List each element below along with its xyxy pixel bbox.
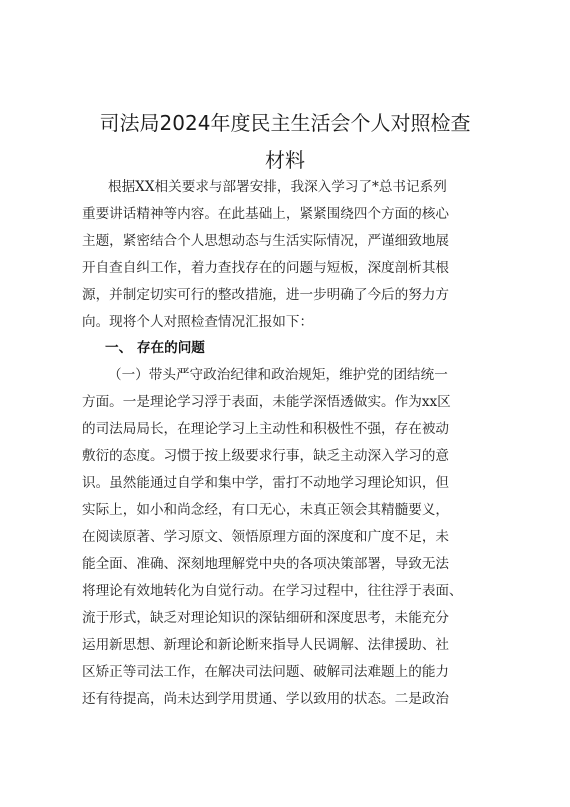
section-heading: 一、 存在的问题 (105, 340, 205, 356)
intro-line: 重要讲话精神等内容。在此基础上，紧紧围绕四个方面的核心 (82, 206, 450, 222)
intro-line: 向。现将个人对照检查情况汇报如下： (82, 314, 314, 330)
body-line: 的司法局局长，在理论学习上主动性和积极性不强，存在被动 (82, 421, 450, 437)
document-title-line-2: 材料 (265, 148, 305, 172)
intro-line: 根据XX相关要求与部署安排，我深入学习了*总书记系列 (108, 179, 447, 195)
body-line: 实际上，如小和尚念经，有口无心，未真正领会其精髓要义， (82, 502, 450, 518)
body-line: 在阅读原著、学习原文、领悟原理方面的深度和广度不足，未 (82, 529, 450, 545)
body-line: 流于形式，缺乏对理论知识的深钻细研和深度思考，未能充分 (82, 610, 450, 626)
intro-line: 主题，紧密结合个人思想动态与生活实际情况，严谨细致地展 (82, 233, 450, 249)
body-line: 区矫正等司法工作，在解决司法问题、破解司法难题上的能力 (82, 664, 450, 680)
body-line: 能全面、准确、深刻地理解党中央的各项决策部署，导致无法 (82, 556, 450, 572)
body-line: （一）带头严守政治纪律和政治规矩，维护党的团结统一 (108, 367, 448, 383)
body-line: 运用新思想、新理论和新论断来指导人民调解、法律援助、社 (82, 637, 450, 653)
body-line: 将理论有效地转化为自觉行动。在学习过程中，往往浮于表面、 (82, 583, 463, 599)
body-line: 还有待提高，尚未达到学用贯通、学以致用的状态。二是政治 (82, 691, 450, 707)
intro-line: 源，并制定切实可行的整改措施，进一步明确了今后的努力方 (82, 287, 450, 303)
document-title-line-1: 司法局2024年度民主生活会个人对照检查 (99, 111, 471, 135)
body-line: 方面。一是理论学习浮于表面，未能学深悟透做实。作为xx区 (82, 394, 451, 410)
body-line: 识。虽然能通过自学和集中学，雷打不动地学习理论知识，但 (82, 475, 450, 491)
body-line: 敷衍的态度。习惯于按上级要求行事，缺乏主动深入学习的意 (82, 448, 450, 464)
intro-line: 开自查自纠工作，着力查找存在的问题与短板，深度剖析其根 (82, 260, 450, 276)
